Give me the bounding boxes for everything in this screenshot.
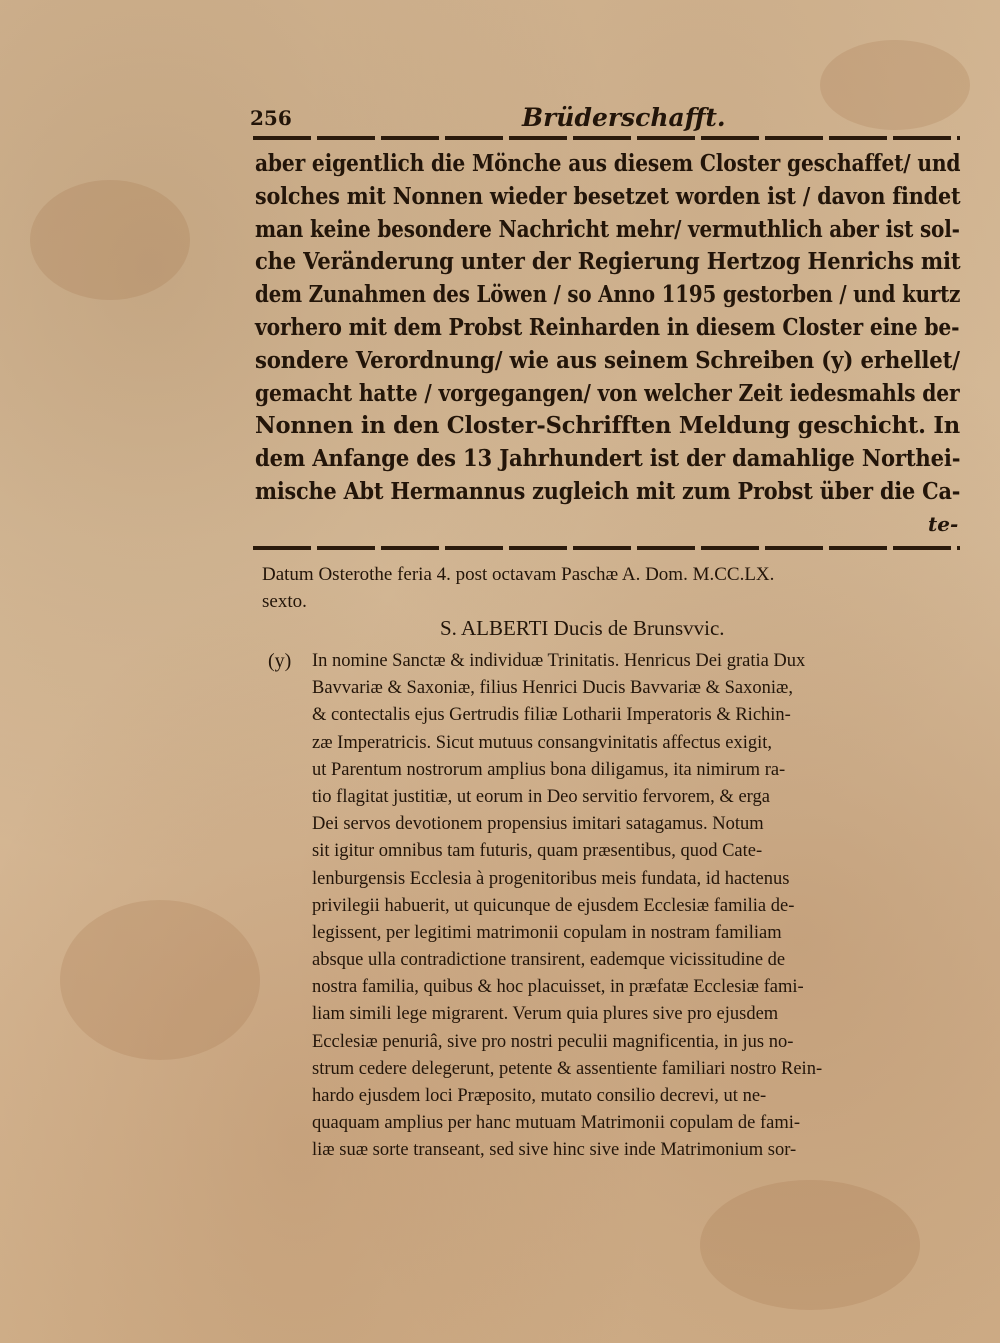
footnote-block: [262, 562, 962, 616]
page-number: 256: [250, 106, 292, 130]
charter-line: ut Parentum nostrorum amplius bona diligamus, ita nimirum ra-: [312, 759, 786, 780]
charter-line: Bavvariæ & Saxoniæ, filius Henrici Ducis Bavvariæ & Saxoniæ,: [312, 678, 793, 699]
charter-text-block: [312, 648, 962, 1165]
page-header: [250, 103, 960, 134]
text-line: mische Abt Hermannus zugleich mit zum Probst über die Ca-: [255, 477, 961, 505]
charter-line: & contectalis ejus Gertrudis filiæ Lotharii Imperatoris & Richin-: [312, 705, 791, 726]
main-text-block: [255, 148, 960, 509]
text-line: man keine besondere Nachricht mehr/ vermuthlich aber ist sol-: [255, 215, 960, 243]
paper-stain: [30, 180, 190, 300]
text-line: Nonnen in den Closter-Schrifften Meldung geschicht. In: [255, 412, 961, 440]
text-line: sondere Verordnung/ wie aus seinem Schreiben (y) erhellet/: [255, 346, 960, 374]
catchword: te-: [928, 512, 959, 536]
text-line: aber eigentlich die Mönche aus diesem Closter geschaffet/ und: [255, 150, 961, 177]
charter-line: tio flagitat justitiæ, ut eorum in Deo servitio fervorem, & erga: [312, 786, 770, 807]
charter-line: liæ suæ sorte transeant, sed sive hinc sive inde Matrimonium sor-: [312, 1140, 797, 1161]
charter-line: hardo ejusdem loci Præposito, mutato consilio decrevi, ut ne-: [312, 1086, 767, 1106]
charter-line: absque ulla contradictione transirent, eademque vicissitudine de: [312, 950, 786, 971]
charter-line: Ecclesiæ penuriâ, sive pro nostri peculii magnificentia, in jus no-: [312, 1031, 794, 1052]
charter-line: strum cedere delegerunt, petente & assentiente familiari nostro Rein-: [312, 1058, 823, 1079]
running-title: Brüderschafft.: [522, 103, 726, 132]
charter-line: In nomine Sanctæ & individuæ Trinitatis. Henricus Dei gratia Dux: [312, 651, 806, 671]
text-line: solches mit Nonnen wieder besetzet worden ist / davon findet: [255, 182, 961, 210]
charter-line: nostra familia, quibus & hoc placuisset, in præfatæ Ecclesiæ fami-: [312, 977, 804, 998]
charter-line: Dei servos devotionem propensius imitari satagamus. Notum: [312, 814, 764, 835]
text-line: vorhero mit dem Probst Reinharden in diesem Closter eine be-: [255, 313, 960, 341]
charter-line: sit igitur omnibus tam futuris, quam præsentibus, quod Cate-: [312, 841, 763, 862]
text-line: dem Anfange des 13 Jahrhundert ist der damahlige Northei-: [255, 445, 961, 473]
header-rule: [253, 136, 960, 140]
text-line: dem Zunahmen des Löwen / so Anno 1195 gestorben / und kurtz: [255, 281, 961, 309]
charter-line: privilegii habuerit, ut quicunque de ejusdem Ecclesiæ familia de-: [312, 895, 795, 916]
footnote-line: sexto.: [262, 590, 307, 612]
paper-stain: [700, 1180, 920, 1310]
footnote-rule: [253, 546, 960, 550]
footnote-line: Datum Osterothe feria 4. post octavam Paschæ A. Dom. M.CC.LX.: [262, 564, 775, 585]
footnote-marker: (y): [268, 650, 292, 672]
charter-line: quaquam amplius per hanc mutuam Matrimonii copulam de fami-: [312, 1113, 801, 1134]
charter-line: legissent, per legitimi matrimonii copulam in nostram familiam: [312, 922, 782, 943]
charter-line: lenburgensis Ecclesia à progenitoribus meis fundata, id hactenus: [312, 868, 790, 889]
text-line: gemacht hatte / vorgegangen/ von welcher Zeit iedesmahls der: [255, 379, 960, 407]
paper-stain: [60, 900, 260, 1060]
text-line: che Veränderung unter der Regierung Hertzog Henrichs mit: [255, 248, 961, 276]
charter-line: zæ Imperatricis. Sicut mutuus consangvinitatis affectus exigit,: [312, 732, 773, 753]
seal-signature: S. ALBERTI Ducis de Brunsvvic.: [440, 616, 725, 640]
charter-line: liam simili lege migrarent. Verum quia plures sive pro ejusdem: [312, 1004, 779, 1025]
